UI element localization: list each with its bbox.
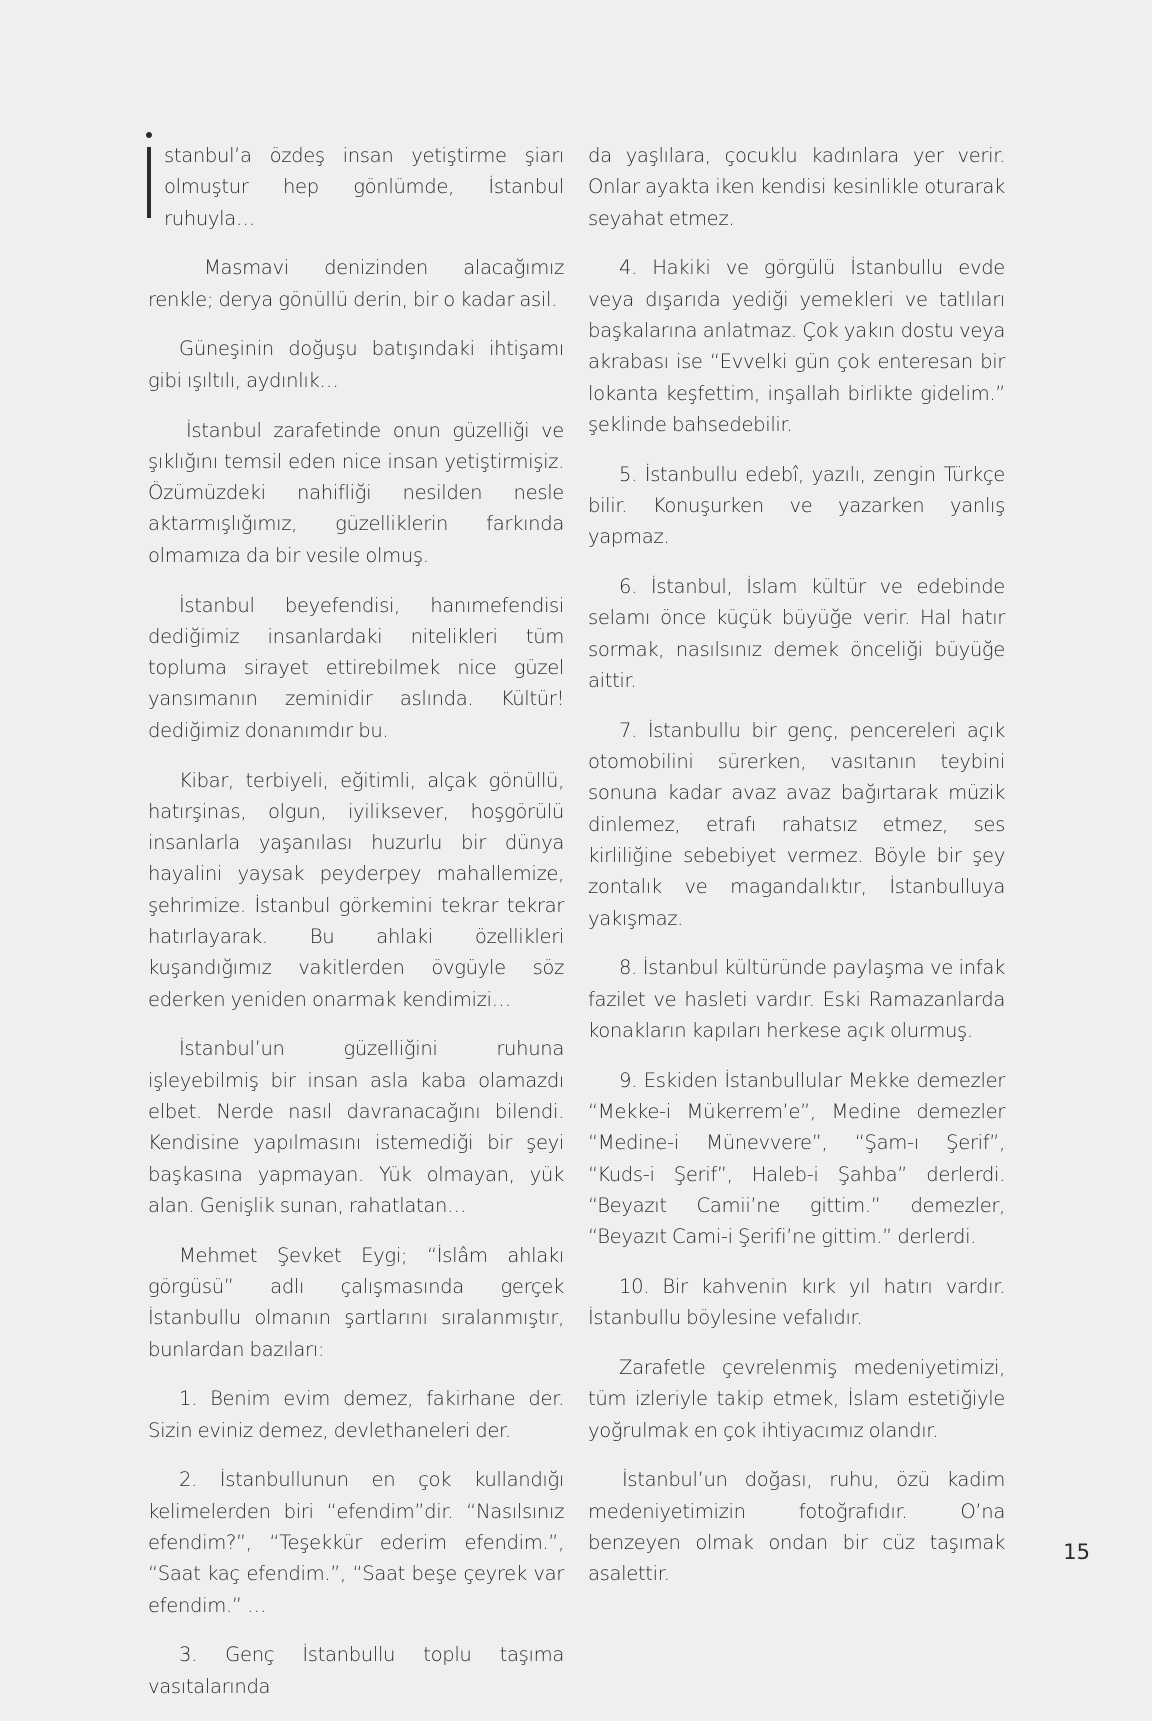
list-item: 4. Hakiki ve görgülü İstanbullu evde veya dışarıda yediği yemekleri ve tatlıları başkalarına anlatmaz. Çok yakın dostu veya akrabası ise “Evvelki gün çok enteresan bir lokanta keşfettim, inşallah birlikte gidelim.” şeklinde bahsedebilir. bbox=[588, 256, 1005, 436]
closing-paragraph: İstanbul’un doğası, ruhu, özü kadim medeniyetimizin fotoğrafıdır. O’na benzeyen olmak ondan bir cüz taşımak asalettir. bbox=[588, 1468, 1005, 1586]
list-item: 6. İstanbul, İslam kültür ve edebinde selamı önce küçük büyüğe verir. Hal hatır sormak, nasılsınız demek önceliği büyüğe aittir. bbox=[588, 575, 1005, 692]
page-number: 15 bbox=[1063, 1540, 1090, 1564]
paragraph: Kibar, terbiyeli, eğitimli, alçak gönüllü, hatırşinas, olgun, iyiliksever, hoşgörülü insanlarla yaşanılası huzurlu bir dünya hayalini yaysak peyderpey mahallemize, şehrimize. İstanbul görkemini tekrar tekrar hatırlayarak. Bu ahlaki özellikleri kuşandığımız vakitlerden övgüyle söz ederken yeniden onarmak kendimizi… bbox=[148, 768, 564, 1011]
list-item: 2. İstanbullunun en çok kullandığı kelimelerden biri “efendim”dir. “Nasılsınız efendim?”, “Teşekkür ederim efendim.”, “Saat kaç efendim.”, “Saat beşe çeyrek var efendim.” … bbox=[148, 1468, 564, 1617]
list-item: 7. İstanbullu bir genç, pencereleri açık otomobilini sürerken, vasıtanın teybini sonuna kadar avaz avaz bağırtarak müzik dinlemez, etrafı rahatsız etmez, ses kirliliğine sebebiyet vermez. Böyle bir şey zontalık ve magandalıktır, İstanbulluya yakışmaz. bbox=[588, 718, 1005, 930]
list-item: 1. Benim evim demez, fakirhane der. Sizin eviniz demez, devlethaneleri der. bbox=[148, 1387, 564, 1442]
list-item: 10. Bir kahvenin kırk yıl hatırı vardır. İstanbullu böylesine vefalıdır. bbox=[588, 1275, 1005, 1330]
paragraph: Masmavi denizinden alacağımız renkle; derya gönüllü derin, bir o kadar asil. bbox=[148, 256, 564, 311]
opening-paragraph-text: stanbul’a özdeş insan yetiştirme şiarı olmuştur hep gönlümde, İstanbul ruhuyla… bbox=[164, 144, 564, 230]
paragraph: İstanbul’un güzelliğini ruhuna işleyebilmiş bir insan asla kaba olamazdı elbet. Nerde nasıl davranacağını bilendi. Kendisine yapılmasını istemediği bir şeyi başkasına yapmayan. Yük olmayan, yük alan. Genişlik sunan, rahatlatan… bbox=[148, 1037, 564, 1217]
list-item: 5. İstanbullu edebî, yazılı, zengin Türkçe bilir. Konuşurken ve yazarken yanlış yapmaz. bbox=[588, 462, 1005, 549]
list-item: 3. Genç İstanbullu toplu taşıma vasıtalarında bbox=[148, 1643, 564, 1698]
paragraph: Zarafetle çevrelenmiş medeniyetimizi, tüm izleriyle takip etmek, İslam estetiğiyle yoğrulmak en çok ihtiyacımız olandır. bbox=[588, 1356, 1005, 1442]
opening-paragraph bbox=[148, 140, 564, 234]
drop-cap-letter-i bbox=[146, 132, 151, 224]
right-column bbox=[588, 140, 1005, 1608]
list-item: 9. Eskiden İstanbullular Mekke demezler “Mekke-i Mükerrem’e”, Medine demezler “Medine-i Münevvere”, “Şam-ı Şerif”, “Kuds-i Şerif”, Haleb-i Şahba” derlerdi. “Beyazıt Camii’ne gittim.” demezler, “Beyazıt Cami-i Şerifi’ne gittim.” derlerdi. bbox=[588, 1068, 1005, 1249]
paragraph: İstanbul beyefendisi, hanımefendisi dediğimiz insanlardaki nitelikleri tüm topluma sirayet ettirebilmek nice güzel yansımanın zeminidir aslında. Kültür! dediğimiz donanımdır bu. bbox=[148, 593, 564, 742]
list-item: 8. İstanbul kültüründe paylaşma ve infak fazilet ve hasleti vardır. Eski Ramazanlarda konakların kapıları herkese açık olurmuş. bbox=[588, 956, 1005, 1042]
paragraph: Mehmet Şevket Eygi; “İslâm ahlakı görgüsü” adlı çalışmasında gerçek İstanbullu olmanın şartlarını sıralanmıştır, bunlardan bazıları: bbox=[148, 1243, 564, 1361]
left-column bbox=[148, 140, 564, 1721]
continued-paragraph: da yaşlılara, çocuklu kadınlara yer verir. Onlar ayakta iken kendisi kesinlikle oturarak seyahat etmez. bbox=[588, 144, 1005, 230]
paragraph: Güneşinin doğuşu batışındaki ihtişamı gibi ışıltılı, aydınlık… bbox=[148, 337, 564, 392]
paragraph: İstanbul zarafetinde onun güzelliği ve şıklığını temsil eden nice insan yetiştirmişiz. Özümüzdeki nahifliği nesilden nesle aktarmışlığımız, güzelliklerin farkında olmamıza da bir vesile olmuş. bbox=[148, 418, 564, 567]
